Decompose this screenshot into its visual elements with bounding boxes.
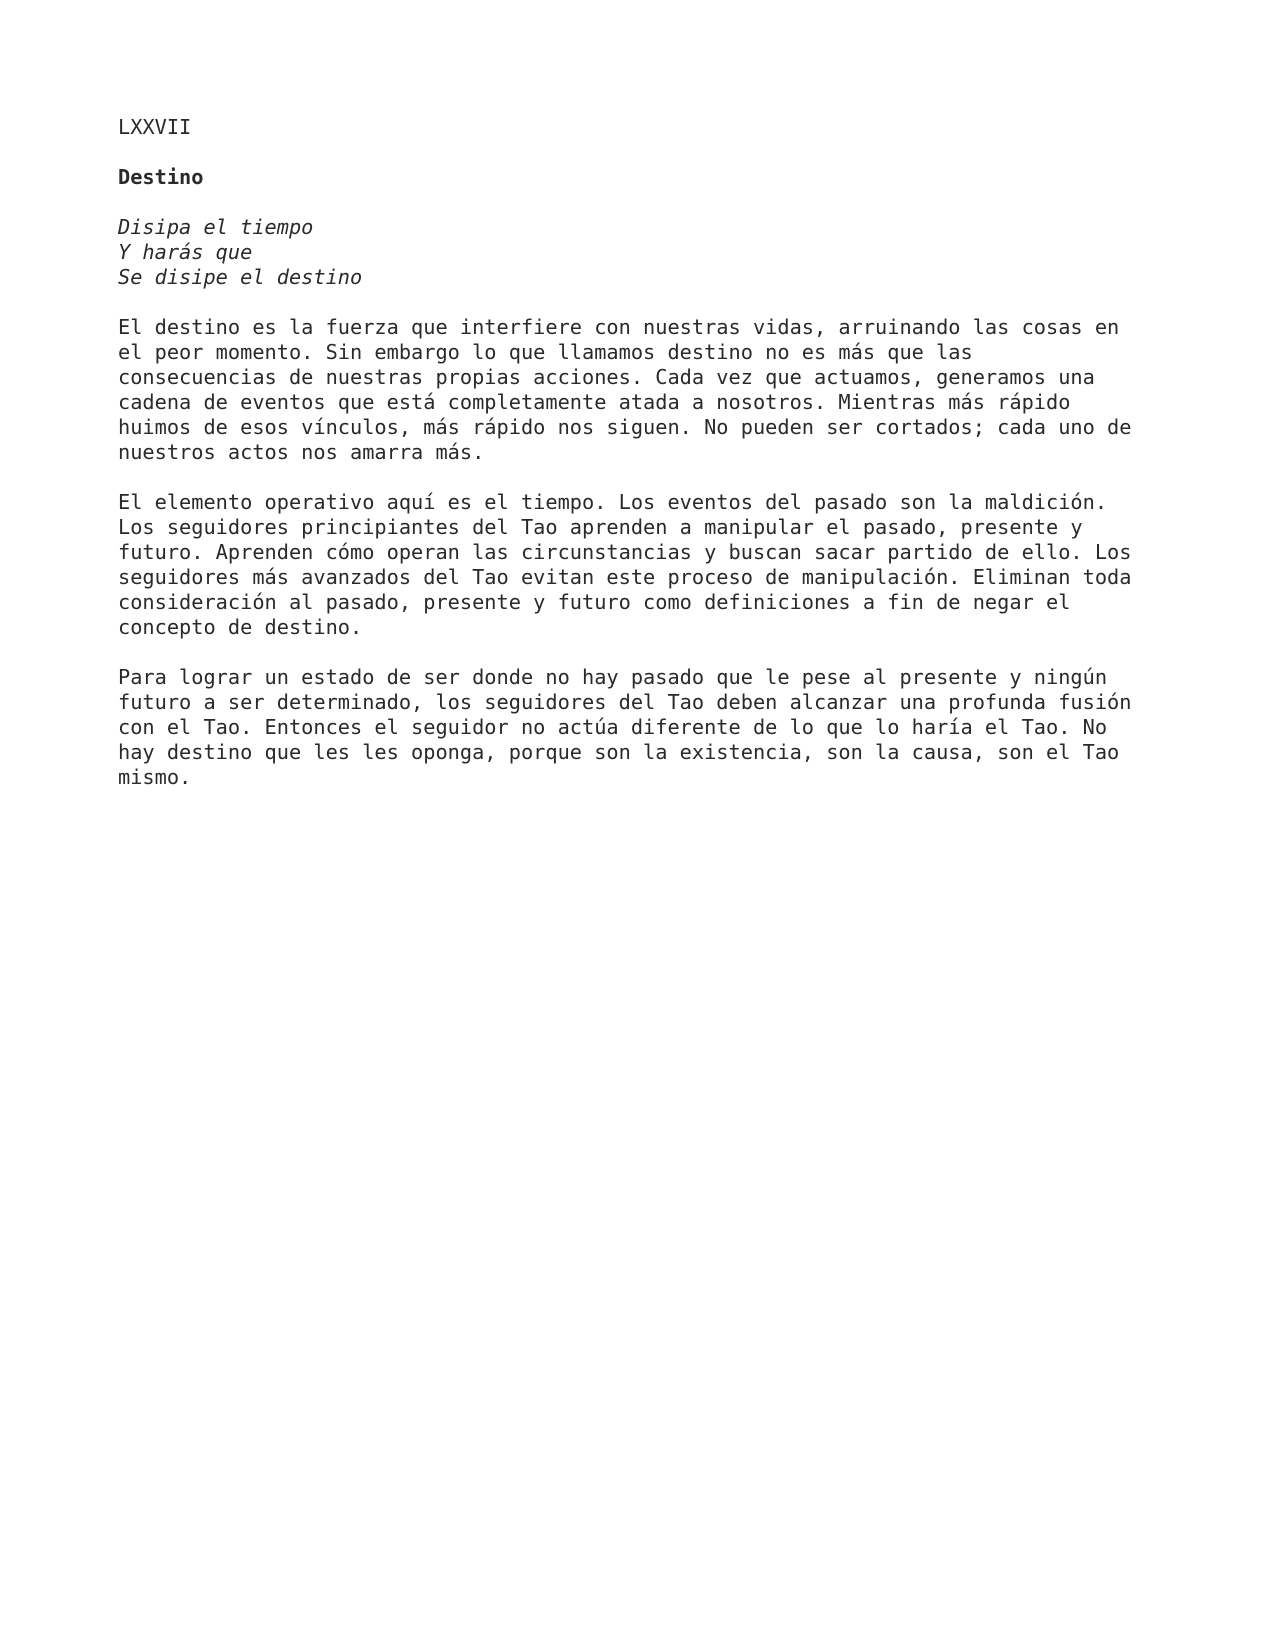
paragraph-line: Los seguidores principiantes del Tao aprenden a manipular el pasado, presente y bbox=[118, 515, 1083, 539]
epigraph bbox=[118, 215, 1168, 290]
epigraph-line: Y harás que bbox=[118, 240, 253, 264]
paragraph-line: consideración al pasado, presente y futuro como definiciones a fin de negar el bbox=[118, 590, 1071, 614]
paragraph-line: huimos de esos vínculos, más rápido nos siguen. No pueden ser cortados; cada uno de bbox=[118, 415, 1132, 439]
chapter-title: Destino bbox=[118, 165, 204, 189]
chapter-number: LXXVII bbox=[118, 115, 192, 139]
paragraph-line: hay destino que les les oponga, porque son la existencia, son la causa, son el Tao bbox=[118, 740, 1120, 764]
paragraph-line: El elemento operativo aquí es el tiempo. Los eventos del pasado son la maldición. bbox=[118, 490, 1108, 514]
paragraph-line: el peor momento. Sin embargo lo que llamamos destino no es más que las bbox=[118, 340, 973, 364]
paragraph-line: seguidores más avanzados del Tao evitan este proceso de manipulación. Eliminan toda bbox=[118, 565, 1132, 589]
paragraph-line: consecuencias de nuestras propias acciones. Cada vez que actuamos, generamos una bbox=[118, 365, 1095, 389]
paragraph-line: concepto de destino. bbox=[118, 615, 363, 639]
paragraph-line: El destino es la fuerza que interfiere con nuestras vidas, arruinando las cosas en bbox=[118, 315, 1120, 339]
paragraph-line: nuestros actos nos amarra más. bbox=[118, 440, 485, 464]
paragraph-line: Para lograr un estado de ser donde no hay pasado que le pese al presente y ningún bbox=[118, 665, 1108, 689]
epigraph-line: Se disipe el destino bbox=[118, 265, 363, 289]
paragraph-2 bbox=[118, 490, 1168, 640]
paragraph-line: futuro. Aprenden cómo operan las circunstancias y buscan sacar partido de ello. Los bbox=[118, 540, 1132, 564]
paragraph-line: cadena de eventos que está completamente atada a nosotros. Mientras más rápido bbox=[118, 390, 1071, 414]
paragraph-1 bbox=[118, 315, 1168, 465]
paragraph-line: con el Tao. Entonces el seguidor no actúa diferente de lo que lo haría el Tao. No bbox=[118, 715, 1108, 739]
paragraph-line: futuro a ser determinado, los seguidores del Tao deben alcanzar una profunda fusión bbox=[118, 690, 1132, 714]
paragraph-line: mismo. bbox=[118, 765, 192, 789]
epigraph-line: Disipa el tiempo bbox=[118, 215, 314, 239]
paragraph-3 bbox=[118, 665, 1168, 790]
document-body bbox=[118, 115, 1168, 815]
